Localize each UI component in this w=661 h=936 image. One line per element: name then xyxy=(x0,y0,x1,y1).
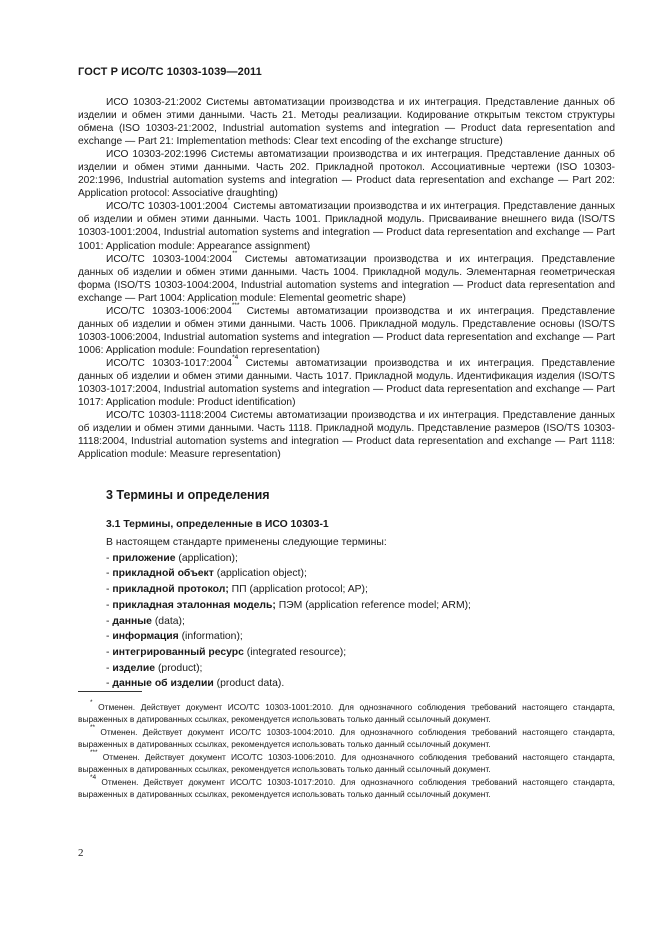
term-name: данные xyxy=(112,615,152,627)
footnote xyxy=(78,724,615,750)
term-translation: (integrated resource); xyxy=(243,646,347,658)
term-name: прикладной объект xyxy=(112,568,214,580)
reference-text: Системы автоматизации производства и их интеграция. Представление данных об изделии и обмен этими данными. Часть 202. Прикладной протокол. Ассоциативные чертежи (ISO 10303-202:1996, Industrial automation systems and integration — Product data representation and exchange — Part 202: Application protocol: Associative draughting) xyxy=(78,149,615,200)
reference-marker: * xyxy=(227,197,231,205)
term-name: приложение xyxy=(112,552,176,564)
reference-text: Системы автоматизации производства и их интеграция. Представление данных об изделии и обмен этими данными. Часть 1118. Прикладной модуль. Представление размеров (ISO/TS 10303-1118:2004, Industrial automation systems and integration — Product data representation and exchange — Part 1118: Application module: Measure representation) xyxy=(78,410,615,461)
terms-list xyxy=(106,535,615,692)
section-title: 3 Термины и определения xyxy=(106,488,270,502)
reference-code: ИСО/ТС 10303-1118:2004 xyxy=(106,410,227,422)
footnote-text: Отменен. Действует документ ИСО/ТС 10303-1001:2010. Для однозначного соблюдения требований настоящего стандарта, выраженных в датированных ссылках, рекомендуется использовать только данный ссылочный документ. xyxy=(78,702,615,724)
term-translation: (application object); xyxy=(213,568,307,580)
reference-text: Системы автоматизации производства и их интеграция. Представление данных об изделии и обмен этими данными. Часть 1001. Прикладной модуль. Присваивание внешнего вида (ISO/TS 10303-1001:2004, Industrial automation systems and integration — Product data representation and exchange — Part 1001: Application module: Appearance assignment) xyxy=(78,201,615,252)
term-dash: - xyxy=(106,599,113,611)
term-name: информация xyxy=(112,631,179,643)
term-dash: - xyxy=(106,662,113,674)
term-name: прикладная эталонная модель; xyxy=(112,599,276,611)
reference-code: ИСО/ТС 10303-1017:2004 xyxy=(106,357,233,369)
term-dash: - xyxy=(106,584,113,596)
term-item xyxy=(106,598,615,614)
footnote-text: Отменен. Действует документ ИСО/ТС 10303-1017:2010. Для однозначного соблюдения требований настоящего стандарта, выраженных в датированных ссылках, рекомендуется использовать только данный ссылочный документ. xyxy=(78,777,615,799)
reference-code: ИСО 10303-21:2002 xyxy=(106,97,202,108)
reference-item xyxy=(78,409,615,461)
term-dash: - xyxy=(106,646,113,658)
term-translation: (information); xyxy=(178,631,243,643)
term-dash: - xyxy=(106,568,113,580)
footnote-text: Отменен. Действует документ ИСО/ТС 10303-1004:2010. Для однозначного соблюдения требований настоящего стандарта, выраженных в датированных ссылках, рекомендуется использовать только данный ссылочный документ. xyxy=(78,727,615,749)
term-translation: (application); xyxy=(175,552,238,564)
footnote-marker: * xyxy=(90,699,93,706)
term-item xyxy=(106,645,615,661)
reference-code: ИСО 10303-202:1996 xyxy=(106,149,207,161)
reference-code: ИСО/ТС 10303-1004:2004 xyxy=(106,253,233,265)
term-dash: - xyxy=(106,615,113,627)
reference-code: ИСО/ТС 10303-1001:2004 xyxy=(106,201,228,213)
footnote xyxy=(78,699,615,725)
term-name: прикладной протокол; xyxy=(112,584,229,596)
footnote xyxy=(78,749,615,775)
term-dash: - xyxy=(106,631,113,643)
term-translation: (product data). xyxy=(213,678,285,690)
reference-marker: ** xyxy=(232,249,238,257)
term-item xyxy=(106,629,615,645)
term-translation: ПЭМ (application reference model; ARM); xyxy=(275,599,471,611)
reference-item xyxy=(78,353,615,409)
term-item xyxy=(106,582,615,598)
terms-intro: В настоящем стандарте применены следующие термины: xyxy=(106,537,387,548)
reference-text: Системы автоматизации производства и их интеграция. Представление данных об изделии и обмен этими данными. Часть 1004. Прикладной модуль. Элементарная геометрическая форма (ISO/TS 10303-1004:2004, Industrial automation systems and integration — Product data representation and exchange — Part 1004: Application module: Elemental geometric shape) xyxy=(78,253,615,304)
footnote-divider xyxy=(78,691,142,692)
term-item xyxy=(106,614,615,630)
reference-item xyxy=(78,96,615,148)
footnote-marker: *4 xyxy=(90,774,97,781)
term-name: изделие xyxy=(112,662,156,674)
reference-text: Системы автоматизации производства и их интеграция. Представление данных об изделии и обмен этими данными. Часть 1006. Прикладной модуль. Представление основы (ISO/TS 10303-1006:2004, Industrial automation systems and integration — Product data representation and exchange — Part 1006: Application module: Foundation representation) xyxy=(78,305,615,356)
term-item xyxy=(106,551,615,567)
reference-marker: *** xyxy=(231,301,240,309)
document-header: ГОСТ Р ИСО/ТС 10303-1039—2011 xyxy=(78,66,262,78)
reference-code: ИСО/ТС 10303-1006:2004 xyxy=(106,305,232,317)
reference-item xyxy=(78,249,615,305)
footnote-marker: ** xyxy=(90,724,96,731)
term-item xyxy=(106,566,615,582)
term-item xyxy=(106,661,615,677)
term-item xyxy=(106,676,615,692)
reference-text: Системы автоматизации производства и их интеграция. Представление данных об изделии и обмен этими данными. Часть 21. Методы реализации. Кодирование открытым текстом структуры обмена (ISO 10303-21:2002, Industrial automation systems and integration — Product data representation and exchange — Part 21: Implementation methods: Clear text encoding of the exchange structure) xyxy=(78,97,615,148)
term-name: данные об изделии xyxy=(112,678,214,690)
reference-item xyxy=(78,148,615,200)
normative-references xyxy=(78,96,615,461)
term-dash: - xyxy=(106,678,113,690)
footnote xyxy=(78,774,615,800)
term-translation: (product); xyxy=(155,662,203,674)
term-translation: ПП (application protocol; AP); xyxy=(228,584,368,596)
footnote-marker: *** xyxy=(90,749,98,756)
reference-marker: *4 xyxy=(232,353,239,361)
term-name: интегрированный ресурс xyxy=(112,646,244,658)
term-dash: - xyxy=(106,552,113,564)
reference-item xyxy=(78,197,615,252)
page-number: 2 xyxy=(78,847,84,859)
reference-item xyxy=(78,301,615,357)
reference-text: Системы автоматизации производства и их интеграция. Представление данных об изделии и обмен этими данными. Часть 1017. Прикладной модуль. Идентификация изделия (ISO/TS 10303-1017:2004, Industrial automation systems and integration — Product data representation and exchange — Part 1017: Application module: Product identification) xyxy=(78,357,615,409)
subsection-title: 3.1 Термины, определенные в ИСО 10303-1 xyxy=(106,519,329,530)
term-translation: (data); xyxy=(151,615,185,627)
footnote-text: Отменен. Действует документ ИСО/ТС 10303-1006:2010. Для однозначного соблюдения требований настоящего стандарта, выраженных в датированных ссылках, рекомендуется использовать только данный ссылочный документ. xyxy=(78,752,615,774)
footnotes xyxy=(78,699,615,802)
